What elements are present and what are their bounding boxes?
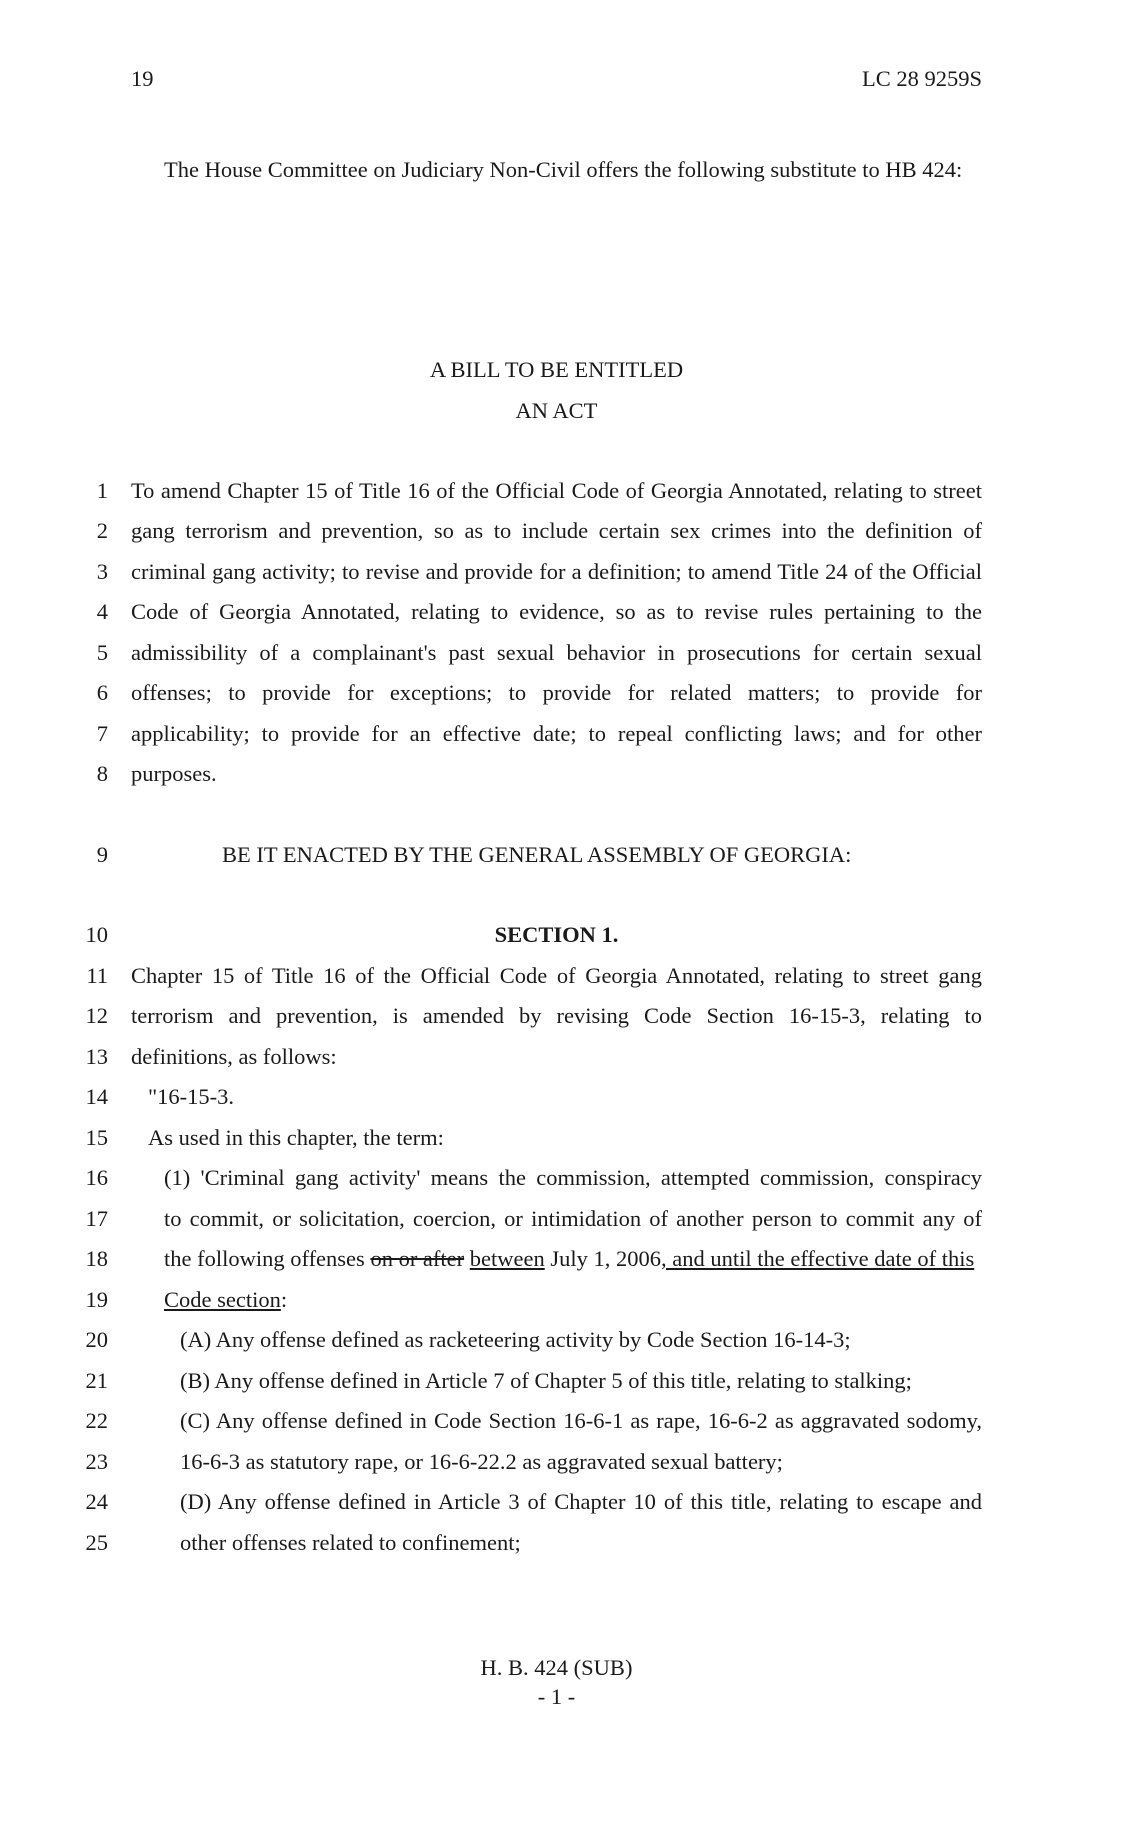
bill-line <box>0 963 1122 1003</box>
bill-line <box>0 1327 1122 1367</box>
line-number: 21 <box>85 1368 108 1393</box>
line-text: July 1, 2006 <box>544 1246 661 1271</box>
footer-bill-id: H. B. 424 (SUB) <box>480 1655 633 1680</box>
line-number: 15 <box>85 1125 108 1150</box>
line-number: 18 <box>85 1246 108 1271</box>
line-text: definitions, as follows: <box>131 1044 337 1069</box>
code-section-number: "16-15-3. <box>148 1084 235 1109</box>
amended-line <box>164 1246 974 1272</box>
line-number: 23 <box>85 1449 108 1474</box>
line-text: applicability; to provide for an effective date; to repeal conflicting laws; and for other <box>131 721 982 746</box>
amended-line <box>164 1287 287 1313</box>
line-text: other offenses related to confinement; <box>180 1530 521 1555</box>
bill-line <box>0 599 1122 639</box>
bill-line <box>0 721 1122 761</box>
line-number: 9 <box>96 842 108 867</box>
bill-line <box>0 1165 1122 1205</box>
bill-line <box>0 518 1122 558</box>
line-number: 25 <box>85 1530 108 1555</box>
line-text: 16-6-3 as statutory rape, or 16-6-22.2 as aggravated sexual battery; <box>180 1449 783 1474</box>
line-text: gang terrorism and prevention, so as to include certain sex crimes into the definition of <box>131 518 982 543</box>
bill-line <box>0 1084 1122 1124</box>
inserted-text: between <box>469 1246 545 1271</box>
section-heading: SECTION 1. <box>494 922 619 947</box>
line-number: 17 <box>85 1206 108 1231</box>
line-text: admissibility of a complainant's past sexual behavior in prosecutions for certain sexual <box>131 640 982 665</box>
line-text: (C) Any offense defined in Code Section 16-6-1 as rape, 16-6-2 as aggravated sodomy, <box>180 1408 982 1433</box>
line-number: 8 <box>96 761 108 786</box>
bill-line <box>0 1125 1122 1165</box>
bill-line <box>0 559 1122 599</box>
line-number: 1 <box>96 478 108 503</box>
line-text: to commit, or solicitation, coercion, or intimidation of another person to commit any of <box>164 1206 982 1231</box>
bill-line <box>0 761 1122 801</box>
line-number: 14 <box>85 1084 108 1109</box>
bill-line <box>0 478 1122 518</box>
line-number: 2 <box>96 518 108 543</box>
bill-line <box>0 640 1122 680</box>
inserted-text: Code section <box>164 1287 281 1312</box>
line-number: 6 <box>96 680 108 705</box>
document-code: LC 28 9259S <box>861 66 982 91</box>
line-text: (1) 'Criminal gang activity' means the commission, attempted commission, conspiracy <box>164 1165 982 1190</box>
bill-line <box>0 1408 1122 1448</box>
footer-page-number: - 1 - <box>537 1684 576 1709</box>
line-text: (A) Any offense defined as racketeering activity by Code Section 16-14-3; <box>180 1327 851 1352</box>
line-text: offenses; to provide for exceptions; to provide for related matters; to provide for <box>131 680 982 705</box>
line-number: 11 <box>86 963 108 988</box>
line-number: 7 <box>96 721 108 746</box>
line-text: To amend Chapter 15 of Title 16 of the Official Code of Georgia Annotated, relating to street <box>131 478 982 503</box>
bill-line <box>0 1003 1122 1043</box>
line-number: 10 <box>85 922 108 947</box>
enacting-clause: BE IT ENACTED BY THE GENERAL ASSEMBLY OF GEORGIA: <box>222 842 852 867</box>
bill-line <box>0 680 1122 720</box>
page-number: 19 <box>131 66 154 91</box>
line-text: : <box>280 1287 288 1312</box>
line-text: As used in this chapter, the term: <box>148 1125 444 1150</box>
line-number: 20 <box>85 1327 108 1352</box>
line-text: purposes. <box>131 761 217 786</box>
line-text: the following offenses <box>164 1246 371 1271</box>
committee-intro: The House Committee on Judiciary Non-Civil offers the following substitute to HB 424: <box>164 157 963 182</box>
line-number: 13 <box>85 1044 108 1069</box>
line-text: (D) Any offense defined in Article 3 of Chapter 10 of this title, relating to escape and <box>180 1489 982 1514</box>
line-text: Code of Georgia Annotated, relating to evidence, so as to revise rules pertaining to the <box>131 599 982 624</box>
bill-line <box>0 1246 1122 1286</box>
bill-line <box>0 1530 1122 1570</box>
bill-line <box>0 1287 1122 1327</box>
line-number: 12 <box>85 1003 108 1028</box>
bill-title: A BILL TO BE ENTITLED <box>429 357 684 382</box>
bill-line <box>0 922 1122 962</box>
bill-line <box>0 1489 1122 1529</box>
bill-line <box>0 1368 1122 1408</box>
line-number: 5 <box>96 640 108 665</box>
bill-line <box>0 1044 1122 1084</box>
line-text: criminal gang activity; to revise and provide for a definition; to amend Title 24 of the Official <box>131 559 982 584</box>
act-title: AN ACT <box>515 398 598 423</box>
line-text: (B) Any offense defined in Article 7 of Chapter 5 of this title, relating to stalking; <box>180 1368 912 1393</box>
bill-line <box>0 842 1122 882</box>
line-text: Chapter 15 of Title 16 of the Official Code of Georgia Annotated, relating to street gang <box>131 963 982 988</box>
line-number: 19 <box>85 1287 108 1312</box>
struck-text: on or after <box>370 1246 465 1271</box>
bill-line <box>0 1449 1122 1489</box>
line-number: 16 <box>85 1165 108 1190</box>
bill-line <box>0 1206 1122 1246</box>
line-number: 24 <box>85 1489 108 1514</box>
line-text: terrorism and prevention, is amended by revising Code Section 16-15-3, relating to <box>131 1003 982 1028</box>
line-number: 3 <box>96 559 108 584</box>
inserted-text: , and until the effective date of this <box>661 1246 975 1271</box>
line-number: 4 <box>96 599 108 624</box>
line-number: 22 <box>85 1408 108 1433</box>
